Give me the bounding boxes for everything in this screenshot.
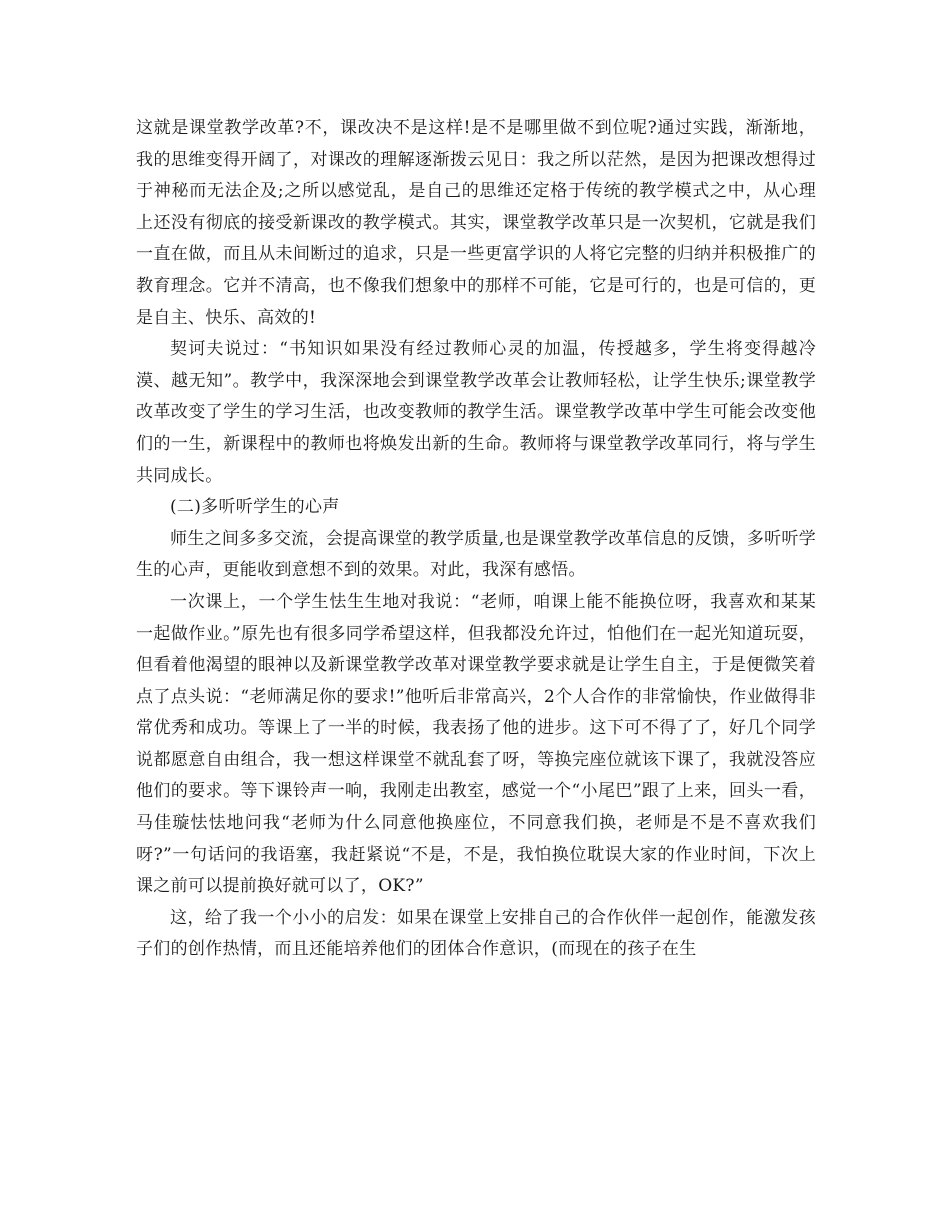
document-body	[136, 113, 816, 966]
paragraph-continuation: 这就是课堂教学改革?不，课改决不是这样!是不是哪里做不到位呢?通过实践，渐渐地，我的思维变得开阔了，对课改的理解逐渐拨云见日：我之所以茫然，是因为把课改想得过于神秘而无法企及;之所以感觉乱，是自己的思维还定格于传统的教学模式之中，从心理上还没有彻底的接受新课改的教学模式。其实，课堂教学改革只是一次契机，它就是我们一直在做，而且从未间断过的追求，只是一些更富学识的人将它完整的归纳并积极推广的教育理念。它并不清高，也不像我们想象中的那样不可能，它是可行的，也是可信的，更是自主、快乐、高效的!	[136, 118, 816, 328]
paragraph-chekhov-quote: 契诃夫说过：“书知识如果没有经过教师心灵的加温，传授越多，学生将变得越冷漠、越无知”。教学中，我深深地会到课堂教学改革会让教师轻松，让学生快乐;课堂教学改革改变了学生的学习生活，也改变教师的教学生活。课堂教学改革中学生可能会改变他们的一生，新课程中的教师也将焕发出新的生命。教师将与课堂教学改革同行，将与学生共同成长。	[136, 339, 816, 486]
section-heading: (二)多听听学生的心声	[170, 497, 340, 518]
paragraph-anecdote: 一次课上，一个学生怯生生地对我说：“老师，咱课上能不能换位呀，我喜欢和某某一起做作业。”原先也有很多同学希望这样，但我都没允许过，怕他们在一起光知道玩耍，但看着他渴望的眼神以及新课堂教学改革对课堂教学要求就是让学生自主，于是便微笑着点了点头说：“老师满足你的要求!”他听后非常高兴，2个人合作的非常愉快，作业做得非常优秀和成功。等课上了一半的时候，我表扬了他的进步。这下可不得了了，好几个同学说都愿意自由组合，我一想这样课堂不就乱套了呀，等换完座位就该下课了，我就没答应他们的要求。等下课铃声一响，我刚走出教室，感觉一个“小尾巴”跟了上来，回头一看，马佳璇怯怯地问我“老师为什么同意他换座位，不同意我们换，老师是不是不喜欢我们呀?”一句话问的我语塞，我赶紧说“不是，不是，我怕换位耽误大家的作业时间，下次上课之前可以提前换好就可以了，OK?”	[136, 591, 816, 897]
paragraph-inspiration: 这，给了我一个小小的启发：如果在课堂上安排自己的合作伙伴一起创作，能激发孩子们的创作热情，而且还能培养他们的团体合作意识，(而现在的孩子在生	[136, 907, 816, 960]
paragraph-communication: 师生之间多多交流，会提高课堂的教学质量,也是课堂教学改革信息的反馈，多听听学生的心声，更能收到意想不到的效果。对此，我深有感悟。	[136, 528, 816, 581]
